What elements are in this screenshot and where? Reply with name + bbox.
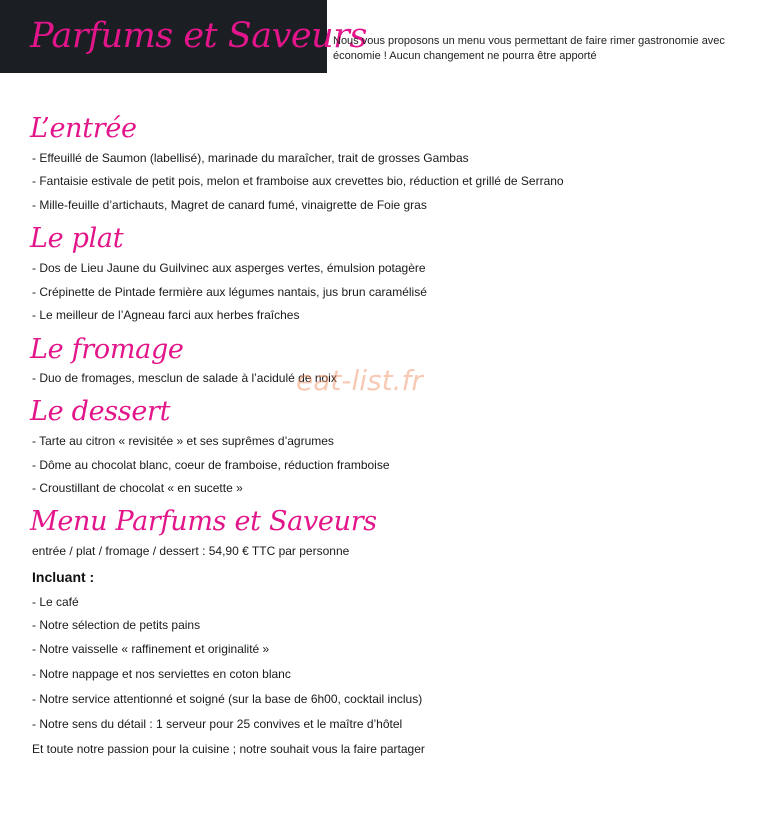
section-title-plat: Le plat (30, 223, 124, 254)
included-item: - Notre service attentionné et soigné (sur la base de 6h00, cocktail inclus) (32, 692, 423, 706)
section-title-entree: L’entrée (30, 113, 137, 144)
menu-item: - Duo de fromages, mesclun de salade à l’acidulé de noix (32, 371, 337, 385)
menu-item: - Crépinette de Pintade fermière aux légumes nantais, jus brun caramélisé (32, 285, 427, 299)
menu-item: - Dos de Lieu Jaune du Guilvinec aux asperges vertes, émulsion potagère (32, 261, 426, 275)
menu-item: - Croustillant de chocolat « en sucette » (32, 481, 243, 495)
section-title-fromage: Le fromage (30, 334, 184, 365)
including-label: Incluant : (32, 569, 95, 585)
menu-item: - Dôme au chocolat blanc, coeur de framboise, réduction framboise (32, 458, 390, 472)
included-item: - Notre vaisselle « raffinement et originalité » (32, 642, 270, 656)
included-item: - Le café (32, 595, 79, 609)
page-title: Parfums et Saveurs (30, 16, 367, 56)
section-title-dessert: Le dessert (30, 396, 171, 427)
intro-text: Nous vous proposons un menu vous permettant de faire rimer gastronomie avec économie ! Aucun changement ne pourra être apporté (333, 35, 725, 62)
price-line: entrée / plat / fromage / dessert : 54,90 € TTC par personne (32, 544, 350, 558)
menu-item: - Tarte au citron « revisitée » et ses suprêmes d’agrumes (32, 434, 334, 448)
closing-line: Et toute notre passion pour la cuisine ; notre souhait vous la faire partager (32, 742, 425, 756)
menu-item: - Mille-feuille d’artichauts, Magret de canard fumé, vinaigrette de Foie gras (32, 198, 427, 212)
section-title-menu: Menu Parfums et Saveurs (30, 506, 377, 537)
included-item: - Notre sens du détail : 1 serveur pour 25 convives et le maître d’hôtel (32, 717, 403, 731)
menu-item: - Effeuillé de Saumon (labellisé), marinade du maraîcher, trait de grosses Gambas (32, 151, 469, 165)
included-item: - Notre nappage et nos serviettes en coton blanc (32, 667, 291, 681)
included-item: - Notre sélection de petits pains (32, 618, 201, 632)
menu-item: - Le meilleur de l’Agneau farci aux herbes fraîches (32, 308, 300, 322)
watermark: eat-list.fr (296, 364, 423, 397)
menu-item: - Fantaisie estivale de petit pois, melon et framboise aux crevettes bio, réduction et grillé de Serrano (32, 174, 564, 188)
